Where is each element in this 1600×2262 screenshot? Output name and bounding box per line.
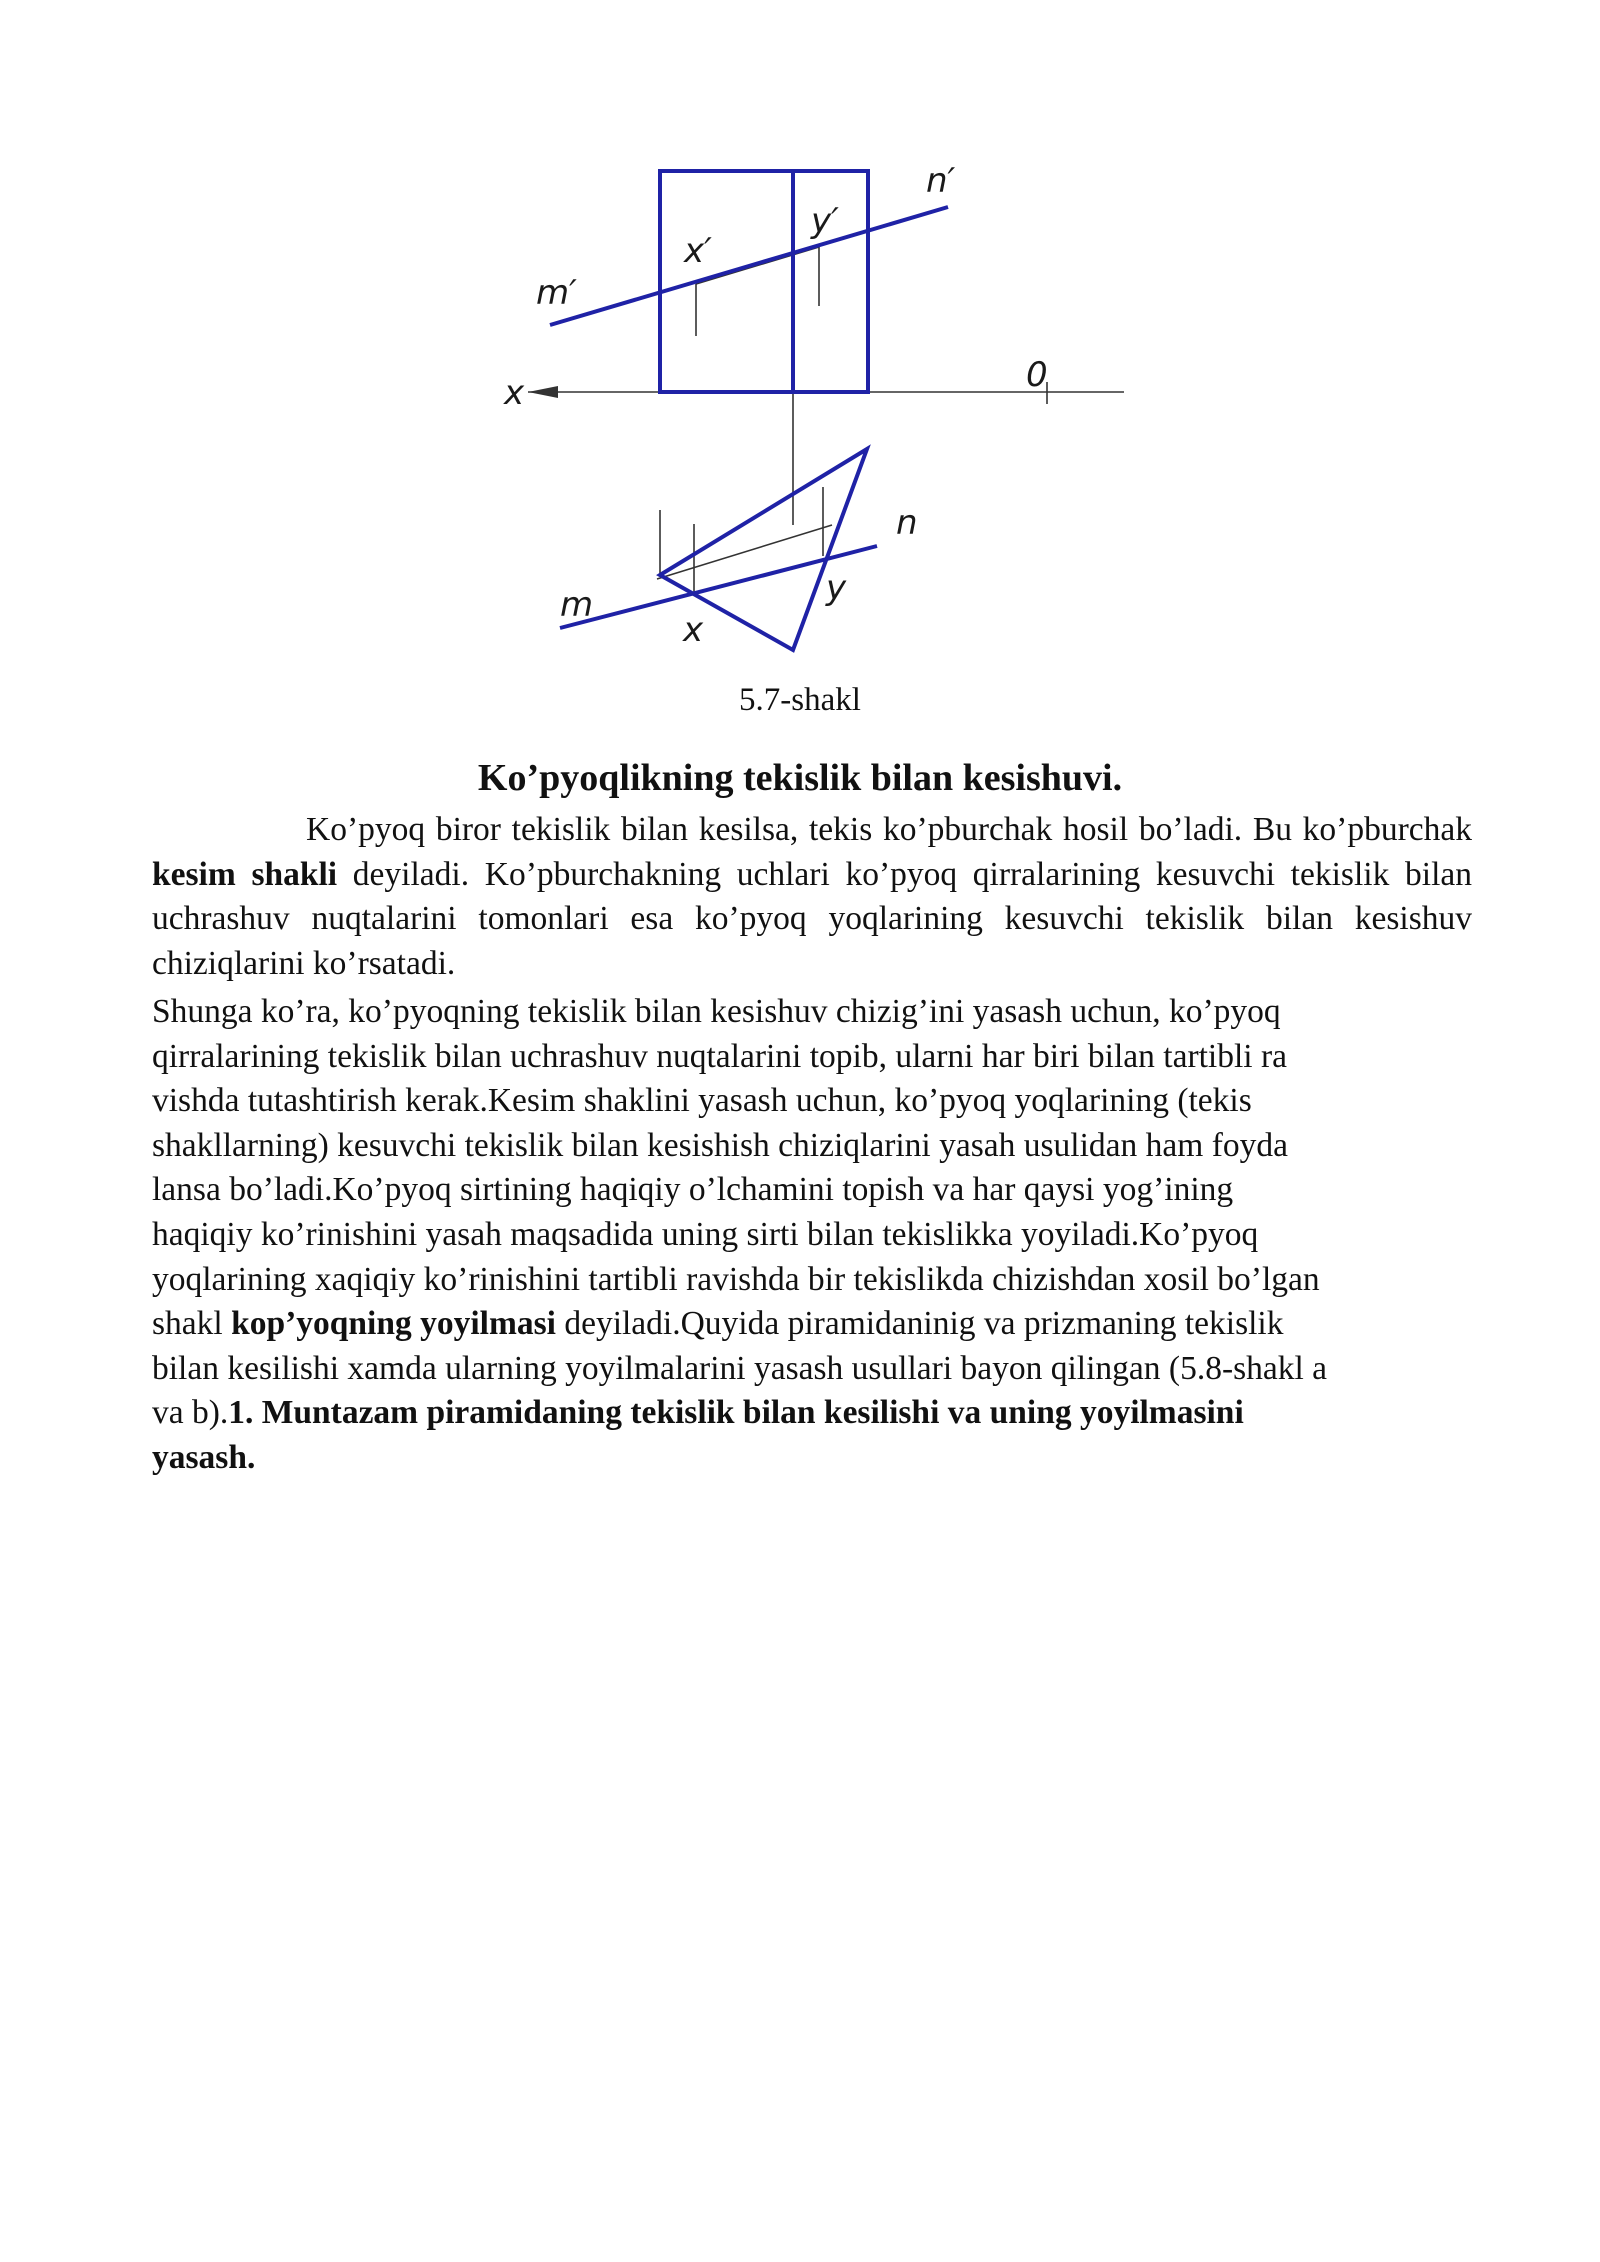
paragraph-2-line: qirralarining tekislik bilan uchrashuv nuqtalarini topib, ularni har biri bilan tartibli ra [152, 1037, 1287, 1075]
label-m: m [560, 585, 594, 625]
paragraph-2-line: shakllarning) kesuvchi tekislik bilan kesishish chiziqlarini yasah usulidan ham foyda [152, 1126, 1288, 1164]
label-n-prime: n′ [926, 161, 956, 201]
subsection-title: 1. Muntazam piramidaning tekislik bilan kesilishi va uning yoyilmasini [228, 1394, 1244, 1432]
label-y-prime: y′ [811, 201, 839, 241]
label-y: y [826, 568, 847, 608]
figure-caption: 5.7-shakl [739, 682, 861, 718]
paragraph-2-line: haqiqiy ko’rinishini yasah maqsadida uning sirti bilan tekislikka yoyiladi.Ko’pyoq [152, 1215, 1259, 1253]
label-origin: 0 [1026, 355, 1048, 395]
label-n: n [896, 503, 918, 543]
term-kopyoqning-yoyilmasi: kop’yoqning yoyilmasi [231, 1305, 556, 1343]
label-x-axis: x [504, 373, 525, 413]
paragraph-2-line [152, 1391, 1472, 1436]
line10-start: va b). [152, 1394, 229, 1432]
label-x-prime: x′ [684, 231, 712, 271]
paragraph-1 [152, 808, 1472, 986]
line-m-prime-n-prime [550, 207, 948, 325]
line8-start: shakl [152, 1305, 232, 1343]
x-axis-arrow [528, 386, 558, 398]
paragraph-2-line: bilan kesilishi xamda ularning yoyilmalarini yasash usullari bayon qilingan (5.8-shakl a [152, 1349, 1328, 1387]
subsection-title-end: yasash. [152, 1438, 256, 1476]
paragraph-2-line [152, 1436, 1472, 1481]
label-m-prime: m′ [536, 273, 577, 313]
figure-5-7 [480, 150, 1160, 670]
line8-end: deyiladi.Quyida piramidaninig va prizmaning tekislik [555, 1305, 1284, 1343]
section-heading: Ko’pyoqlikning tekislik bilan kesishuvi. [477, 757, 1123, 799]
paragraph-2-line [152, 1302, 1472, 1347]
paragraph-2 [152, 990, 1472, 1481]
paragraph-2-line: vishda tutashtirish kerak.Kesim shaklini yasash uchun, ko’pyoq yoqlarining (tekis [152, 1082, 1252, 1120]
label-x-point: x [683, 610, 704, 650]
paragraph-1-part2: deyiladi. Ko’pburchakning uchlari ko’pyoq qirralarining kesuvchi tekislik bilan uchrashuv nuqtalarini tomonlari esa ko’pyoq yoqlarining kesuvchi tekislik bilan kesishuv chiziqlarini ko’rsatadi. [152, 855, 1472, 982]
term-kesim-shakli: kesim shakli [152, 855, 338, 893]
paragraph-2-line: Shunga ko’ra, ko’pyoqning tekislik bilan kesishuv chizig’ini yasash uchun, ko’pyoq [152, 993, 1281, 1030]
projection-drawing [480, 150, 1160, 670]
paragraph-2-line: lansa bo’ladi.Ko’pyoq sirtining haqiqiy o’lchamini topish va har qaysi yog’ining [152, 1171, 1234, 1209]
section-line-top [657, 525, 832, 579]
paragraph-2-line: yoqlarining xaqiqiy ko’rinishini tartibli ravishda bir tekislikda chizishdan xosil bo’lgan [152, 1260, 1320, 1298]
paragraph-1-part1: Ko’pyoq biror tekislik bilan kesilsa, tekis ko’pburchak hosil bo’ladi. Bu ko’pburchak [306, 811, 1472, 848]
